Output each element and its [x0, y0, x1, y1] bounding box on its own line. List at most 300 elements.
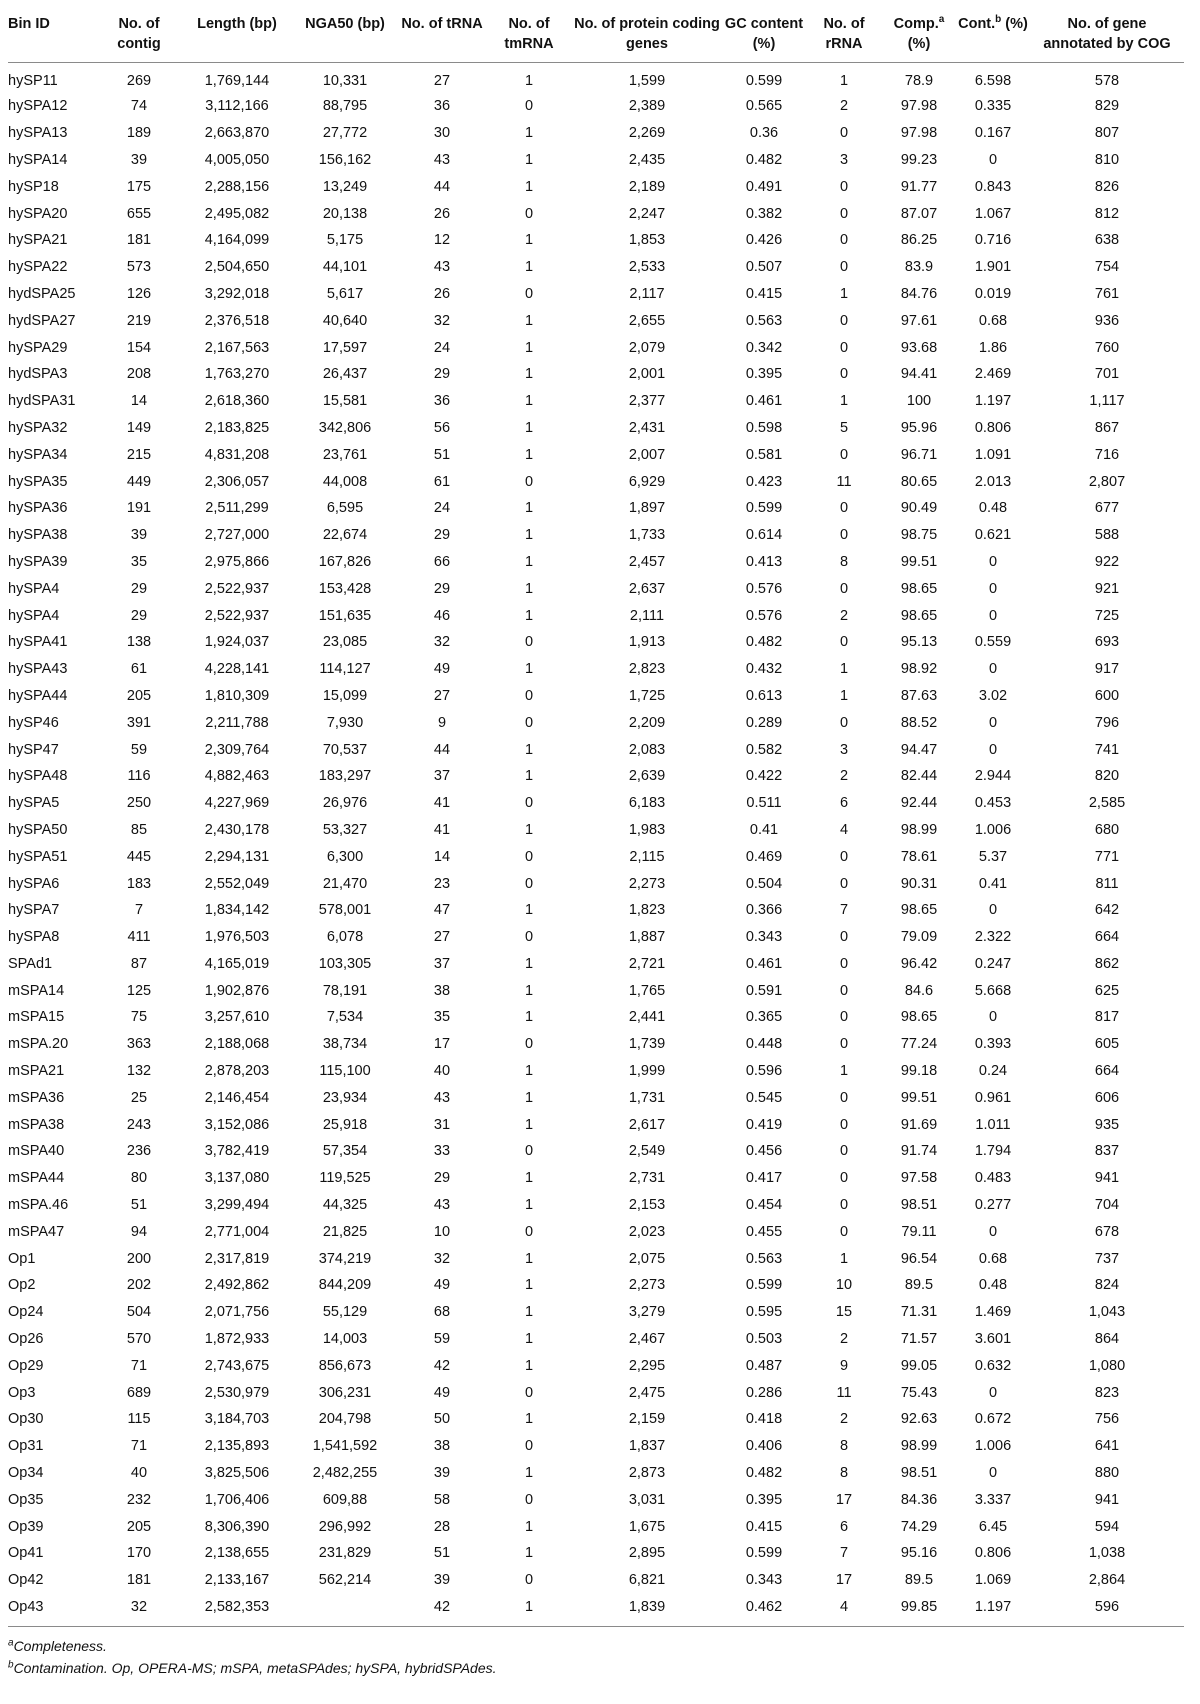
table-cell: 84.6 — [904, 982, 934, 999]
table-cell: 208 — [126, 366, 152, 383]
table-cell: 1,853 — [628, 232, 666, 249]
table-cell — [292, 1594, 398, 1627]
table-cell: 38 — [433, 1438, 451, 1455]
table-cell: 75.43 — [900, 1384, 938, 1401]
table-cell: 98.65 — [900, 1009, 938, 1026]
table-cell: 40,640 — [322, 312, 368, 329]
bin-id-cell: Op43 — [8, 1599, 44, 1616]
table-cell: 183,297 — [318, 768, 372, 785]
table-cell: 0 — [988, 1009, 998, 1026]
table-cell: 51 — [433, 446, 451, 463]
table-cell: 0.417 — [745, 1170, 783, 1187]
table-cell: 0.595 — [745, 1304, 783, 1321]
header-row — [8, 6, 1184, 63]
table-cell: 594 — [1094, 1518, 1120, 1535]
table-cell: 0.483 — [974, 1170, 1012, 1187]
column-header: Cont.$^b$ (%) — [958, 14, 1028, 32]
table-cell: 35 — [130, 553, 148, 570]
table-cell: 1,599 — [628, 73, 666, 89]
table-cell: 95.16 — [900, 1545, 938, 1562]
table-cell: 8 — [839, 1465, 849, 1482]
table-row — [8, 1138, 1184, 1165]
table-cell: 625 — [1094, 982, 1120, 999]
table-cell: 1,080 — [1088, 1357, 1126, 1374]
table-cell: 0.598 — [745, 419, 783, 436]
table-cell: 44,008 — [322, 473, 368, 490]
table-cell: 14,003 — [322, 1331, 368, 1348]
table-cell: 0 — [839, 1197, 849, 1214]
table-cell: 97.98 — [900, 125, 938, 142]
table-cell: 97.61 — [900, 312, 938, 329]
table-row — [8, 1165, 1184, 1192]
table-cell: 27 — [433, 929, 451, 946]
column-header: GC content (%) — [724, 16, 804, 52]
table-cell: 0 — [839, 527, 849, 544]
table-cell: 83.9 — [904, 259, 934, 276]
table-cell: 6.598 — [974, 73, 1012, 89]
table-row — [8, 924, 1184, 951]
table-cell: 0.482 — [745, 1465, 783, 1482]
table-cell: 3.337 — [974, 1491, 1012, 1508]
table-cell: 0 — [839, 205, 849, 222]
table-cell: 2,475 — [628, 1384, 666, 1401]
table-cell: 2,146,454 — [204, 1089, 270, 1106]
table-cell: 96.54 — [900, 1250, 938, 1267]
table-cell: 0 — [839, 312, 849, 329]
table-cell: 1 — [524, 125, 534, 142]
table-cell: 0.382 — [745, 205, 783, 222]
table-cell: 2,115 — [629, 848, 665, 865]
table-cell: 771 — [1094, 848, 1120, 865]
table-cell: 99.23 — [900, 151, 938, 168]
table-row — [8, 1299, 1184, 1326]
table-cell: 1,733 — [628, 527, 666, 544]
table-row — [8, 1272, 1184, 1299]
table-cell: 43 — [433, 259, 451, 276]
table-cell: 2,655 — [628, 312, 666, 329]
table-cell: 391 — [126, 714, 152, 731]
table-cell: 59 — [433, 1331, 451, 1348]
bin-id-cell: hySPA39 — [8, 553, 68, 570]
table-cell: 2,435 — [628, 151, 666, 168]
table-cell: 1.069 — [974, 1572, 1012, 1589]
table-cell: 27,772 — [322, 125, 368, 142]
table-cell: 98.99 — [900, 821, 938, 838]
table-cell: 1 — [524, 661, 534, 678]
table-cell: 2,663,870 — [204, 125, 270, 142]
table-cell: 2,269 — [628, 125, 666, 142]
table-cell: 1 — [839, 285, 849, 302]
table-cell: 0 — [839, 339, 849, 356]
table-row — [8, 1031, 1184, 1058]
table-cell: 941 — [1094, 1170, 1120, 1187]
table-cell: 922 — [1094, 553, 1120, 570]
table-cell: 0 — [839, 1089, 849, 1106]
table-cell: 0 — [524, 634, 534, 651]
bin-id-cell: Op1 — [8, 1250, 36, 1267]
table-row — [8, 1084, 1184, 1111]
table-cell: 4,831,208 — [204, 446, 270, 463]
table-cell: 0 — [988, 741, 998, 758]
table-row — [8, 361, 1184, 388]
table-cell: 0.456 — [745, 1143, 783, 1160]
table-cell: 78.61 — [900, 848, 938, 865]
table-row — [8, 602, 1184, 629]
table-cell: 754 — [1094, 259, 1120, 276]
table-cell: 2,441 — [628, 1009, 666, 1026]
table-cell: 0 — [524, 1223, 534, 1240]
table-row — [8, 522, 1184, 549]
table-cell: 66 — [433, 553, 451, 570]
bin-id-cell: hySPA4 — [8, 607, 60, 624]
table-row — [8, 1513, 1184, 1540]
table-cell: 35 — [433, 1009, 451, 1026]
bin-id-cell: Op2 — [8, 1277, 36, 1294]
bin-id-cell: Op29 — [8, 1357, 44, 1374]
table-cell: 4,005,050 — [204, 151, 270, 168]
bin-id-cell: hySPA41 — [8, 634, 68, 651]
table-cell: 38,734 — [322, 1036, 368, 1053]
table-cell: 0.563 — [745, 1250, 783, 1267]
table-cell: 24 — [433, 339, 451, 356]
table-cell: 149 — [126, 419, 152, 436]
table-cell: 445 — [126, 848, 152, 865]
table-cell: 0.406 — [745, 1438, 783, 1455]
table-cell: 0 — [524, 687, 534, 704]
table-cell: 2,864 — [1088, 1572, 1126, 1589]
bin-id-cell: hySPA43 — [8, 661, 68, 678]
table-cell: 70,537 — [322, 741, 368, 758]
table-cell: 115,100 — [319, 1063, 371, 1080]
table-cell: 2,306,057 — [204, 473, 270, 490]
table-row — [8, 1567, 1184, 1594]
table-cell: 0.482 — [745, 634, 783, 651]
table-cell: 0.491 — [745, 178, 783, 195]
table-cell: 231,829 — [318, 1545, 372, 1562]
table-cell: 638 — [1094, 232, 1120, 249]
table-cell: 98.65 — [900, 902, 938, 919]
bin-id-cell: Op39 — [8, 1518, 44, 1535]
table-cell: 1 — [524, 1277, 534, 1294]
table-cell: 411 — [127, 929, 151, 946]
table-cell: 93.68 — [900, 339, 938, 356]
table-row — [8, 817, 1184, 844]
table-cell: 29 — [433, 527, 451, 544]
table-cell: 92.44 — [900, 795, 938, 812]
table-cell: 573 — [126, 259, 152, 276]
table-cell: 7 — [839, 902, 849, 919]
bin-id-cell: mSPA21 — [8, 1063, 65, 1080]
table-cell: 90.49 — [900, 500, 938, 517]
table-cell: 2,807 — [1088, 473, 1126, 490]
table-cell: 1 — [524, 768, 534, 785]
table-cell: 812 — [1094, 205, 1120, 222]
table-cell: 2,309,764 — [204, 741, 270, 758]
table-row — [8, 1594, 1184, 1627]
table-cell: 1 — [524, 1331, 534, 1348]
table-cell: 132 — [126, 1063, 152, 1080]
table-cell: 2,188,068 — [204, 1036, 270, 1053]
bin-id-cell: hySPA29 — [8, 339, 68, 356]
table-cell: 78,191 — [322, 982, 368, 999]
table-cell: 0 — [988, 1384, 998, 1401]
table-row — [8, 1111, 1184, 1138]
table-cell: 725 — [1094, 607, 1120, 624]
table-cell: 3,279 — [628, 1304, 666, 1321]
table-cell: 2,295 — [628, 1357, 666, 1374]
table-cell: 2,618,360 — [204, 393, 270, 410]
table-cell: 0 — [524, 1438, 534, 1455]
table-cell: 17 — [835, 1572, 853, 1589]
table-cell: 12 — [433, 232, 451, 249]
table-cell: 38 — [433, 982, 451, 999]
column-header: No. of protein coding genes — [574, 16, 720, 52]
bin-id-cell: mSPA44 — [8, 1170, 65, 1187]
table-cell: 0 — [988, 661, 998, 678]
table-cell: 2,771,004 — [204, 1223, 270, 1240]
table-cell: 2,522,937 — [204, 580, 270, 597]
table-cell: 5.37 — [978, 848, 1008, 865]
table-cell: 98.51 — [900, 1197, 938, 1214]
table-cell: 1,902,876 — [204, 982, 270, 999]
table-cell: 0 — [839, 1009, 849, 1026]
table-cell: 2,209 — [628, 714, 666, 731]
table-cell: 29 — [433, 580, 451, 597]
table-cell: 0.019 — [974, 285, 1012, 302]
table-cell: 0.366 — [745, 902, 783, 919]
footnote-a: $^a$Completeness. — [8, 1637, 107, 1655]
table-cell: 0 — [988, 580, 998, 597]
table-cell: 3,152,086 — [204, 1116, 270, 1133]
table-cell: 215 — [126, 446, 152, 463]
table-cell: 1.006 — [974, 1438, 1012, 1455]
table-cell: 1,999 — [628, 1063, 666, 1080]
table-cell: 2,582,353 — [204, 1599, 270, 1616]
table-cell: 32 — [433, 1250, 451, 1267]
bin-id-cell: hySP18 — [8, 178, 59, 195]
table-cell: 4,227,969 — [204, 795, 270, 812]
bin-id-cell: mSPA47 — [8, 1223, 65, 1240]
table-cell: 0.806 — [974, 1545, 1012, 1562]
table-cell: 2,617 — [628, 1116, 666, 1133]
table-cell: 917 — [1094, 661, 1120, 678]
table-row — [8, 468, 1184, 495]
bin-id-cell: Op34 — [8, 1465, 44, 1482]
table-cell: 91.74 — [900, 1143, 938, 1160]
table-cell: 609,88 — [322, 1491, 368, 1508]
table-cell: 2,001 — [628, 366, 666, 383]
table-row — [8, 1245, 1184, 1272]
table-cell: 2,637 — [628, 580, 666, 597]
table-cell: 2,288,156 — [204, 178, 270, 195]
table-cell: 17 — [433, 1036, 451, 1053]
table-cell: 43 — [433, 1197, 451, 1214]
table-cell: 0.395 — [745, 1491, 783, 1508]
table-cell: 605 — [1094, 1036, 1120, 1053]
table-cell: 2 — [839, 768, 849, 785]
table-cell: 6 — [839, 1518, 849, 1535]
table-row — [8, 1058, 1184, 1085]
table-cell: 2,273 — [628, 875, 666, 892]
table-cell: 2,492,862 — [204, 1277, 270, 1294]
table-cell: 2,731 — [628, 1170, 666, 1187]
bin-id-cell: hySPA44 — [8, 687, 68, 704]
table-cell: 1 — [839, 1250, 849, 1267]
table-cell: 716 — [1094, 446, 1120, 463]
table-cell: 204,798 — [318, 1411, 372, 1428]
table-cell: 1.011 — [975, 1116, 1011, 1133]
table-cell: 32 — [433, 634, 451, 651]
table-cell: 26,976 — [322, 795, 368, 812]
table-cell: 71 — [130, 1438, 148, 1455]
table-cell: 0 — [839, 955, 849, 972]
bin-id-cell: hySPA50 — [8, 821, 68, 838]
table-cell: 756 — [1094, 1411, 1120, 1428]
table-cell: 39 — [433, 1465, 451, 1482]
table-cell: 796 — [1094, 714, 1120, 731]
table-cell: 42 — [433, 1599, 451, 1616]
table-cell: 2,211,788 — [205, 714, 269, 731]
table-row — [8, 977, 1184, 1004]
table-row — [8, 334, 1184, 361]
table-cell: 2 — [839, 98, 849, 115]
table-cell: 232 — [126, 1491, 152, 1508]
table-cell: 0 — [524, 98, 534, 115]
table-row — [8, 1460, 1184, 1487]
table-cell: 2,533 — [628, 259, 666, 276]
table-row — [8, 1406, 1184, 1433]
table-cell: 0 — [524, 1143, 534, 1160]
table-cell: 1 — [839, 1063, 849, 1080]
table-row — [8, 656, 1184, 683]
table-cell: 200 — [126, 1250, 152, 1267]
table-cell: 1 — [524, 446, 534, 463]
table-cell: 96.71 — [900, 446, 938, 463]
table-cell: 0 — [524, 1491, 534, 1508]
table-cell: 17,597 — [322, 339, 368, 356]
table-row — [8, 1004, 1184, 1031]
table-cell: 156,162 — [318, 151, 372, 168]
table-row — [8, 790, 1184, 817]
table-cell: 678 — [1094, 1223, 1120, 1240]
table-cell: 837 — [1094, 1143, 1120, 1160]
table-cell: 1 — [524, 1009, 534, 1026]
table-cell: 1,924,037 — [204, 634, 270, 651]
table-cell: 6 — [839, 795, 849, 812]
table-cell: 0 — [988, 1223, 998, 1240]
table-cell: 61 — [130, 661, 148, 678]
table-cell: 99.51 — [900, 553, 938, 570]
table-cell: 0.672 — [974, 1411, 1012, 1428]
bin-id-cell: hySPA20 — [8, 205, 68, 222]
table-cell: 2,495,082 — [204, 205, 270, 222]
table-cell: 99.18 — [900, 1063, 938, 1080]
table-cell: 0.507 — [745, 259, 783, 276]
table-cell: 2,317,819 — [204, 1250, 270, 1267]
table-row — [8, 1218, 1184, 1245]
table-row — [8, 549, 1184, 576]
table-cell: 1,731 — [628, 1089, 666, 1106]
table-cell: 8 — [839, 1438, 849, 1455]
table-row — [8, 870, 1184, 897]
table-cell: 6,929 — [628, 473, 666, 490]
table-cell: 3,137,080 — [204, 1170, 270, 1187]
table-cell: 10 — [835, 1277, 853, 1294]
table-cell: 0.545 — [745, 1089, 783, 1106]
table-cell: 236 — [126, 1143, 152, 1160]
table-cell: 82.44 — [900, 768, 938, 785]
table-cell: 1,976,503 — [204, 929, 270, 946]
table-cell: 24 — [433, 500, 451, 517]
table-cell: 2,007 — [628, 446, 666, 463]
bin-id-cell: hySPA48 — [8, 768, 68, 785]
table-cell: 114,127 — [319, 661, 371, 678]
table-cell: 49 — [433, 661, 451, 678]
table-cell: 1 — [524, 1545, 534, 1562]
table-cell: 4 — [839, 821, 849, 838]
column-header: No. of tRNA — [401, 16, 483, 32]
table-cell: 43 — [433, 151, 451, 168]
table-cell: 588 — [1094, 527, 1120, 544]
table-cell: 11 — [836, 1384, 852, 1401]
table-cell: 14 — [433, 848, 451, 865]
table-cell: 32 — [130, 1599, 148, 1616]
bin-id-cell: hySPA8 — [8, 929, 60, 946]
table-cell: 0 — [839, 1170, 849, 1187]
table-cell: 0 — [839, 714, 849, 731]
table-cell: 306,231 — [318, 1384, 372, 1401]
table-cell: 116 — [127, 768, 151, 785]
table-cell: 29 — [130, 580, 148, 597]
table-cell: 0.247 — [974, 955, 1012, 972]
table-cell: 829 — [1094, 98, 1120, 115]
table-cell: 2,023 — [628, 1223, 666, 1240]
table-cell: 0 — [839, 125, 849, 142]
table-cell: 44 — [433, 178, 451, 195]
table-row — [8, 843, 1184, 870]
bin-id-cell: hySPA38 — [8, 527, 68, 544]
table-cell: 296,992 — [318, 1518, 372, 1535]
table-cell: 175 — [126, 178, 152, 195]
table-row — [8, 629, 1184, 656]
table-cell: 23,934 — [322, 1089, 368, 1106]
table-cell: 8 — [839, 553, 849, 570]
table-cell: 0.614 — [745, 527, 783, 544]
table-cell: 760 — [1094, 339, 1120, 356]
table-cell: 92.63 — [900, 1411, 938, 1428]
table-cell: 99.85 — [900, 1599, 938, 1616]
table-cell: 0 — [839, 232, 849, 249]
table-cell: 0 — [839, 178, 849, 195]
table-cell: 862 — [1094, 955, 1120, 972]
table-cell: 15,581 — [322, 393, 368, 410]
table-row — [8, 227, 1184, 254]
table-cell: 23,761 — [322, 446, 368, 463]
table-cell: 151,635 — [318, 607, 372, 624]
bin-id-cell: hySPA22 — [8, 259, 68, 276]
table-row — [8, 495, 1184, 522]
table-cell: 87.07 — [900, 205, 938, 222]
bin-id-cell: hySPA51 — [8, 848, 68, 865]
table-cell: 3,782,419 — [204, 1143, 270, 1160]
table-cell: 98.75 — [900, 527, 938, 544]
table-cell: 2,431 — [628, 419, 666, 436]
bin-id-cell: hySPA12 — [8, 98, 68, 115]
table-row — [8, 1326, 1184, 1353]
table-cell: 103,305 — [318, 955, 372, 972]
table-cell: 3.02 — [978, 687, 1008, 704]
bin-id-cell: hySPA36 — [8, 500, 68, 517]
